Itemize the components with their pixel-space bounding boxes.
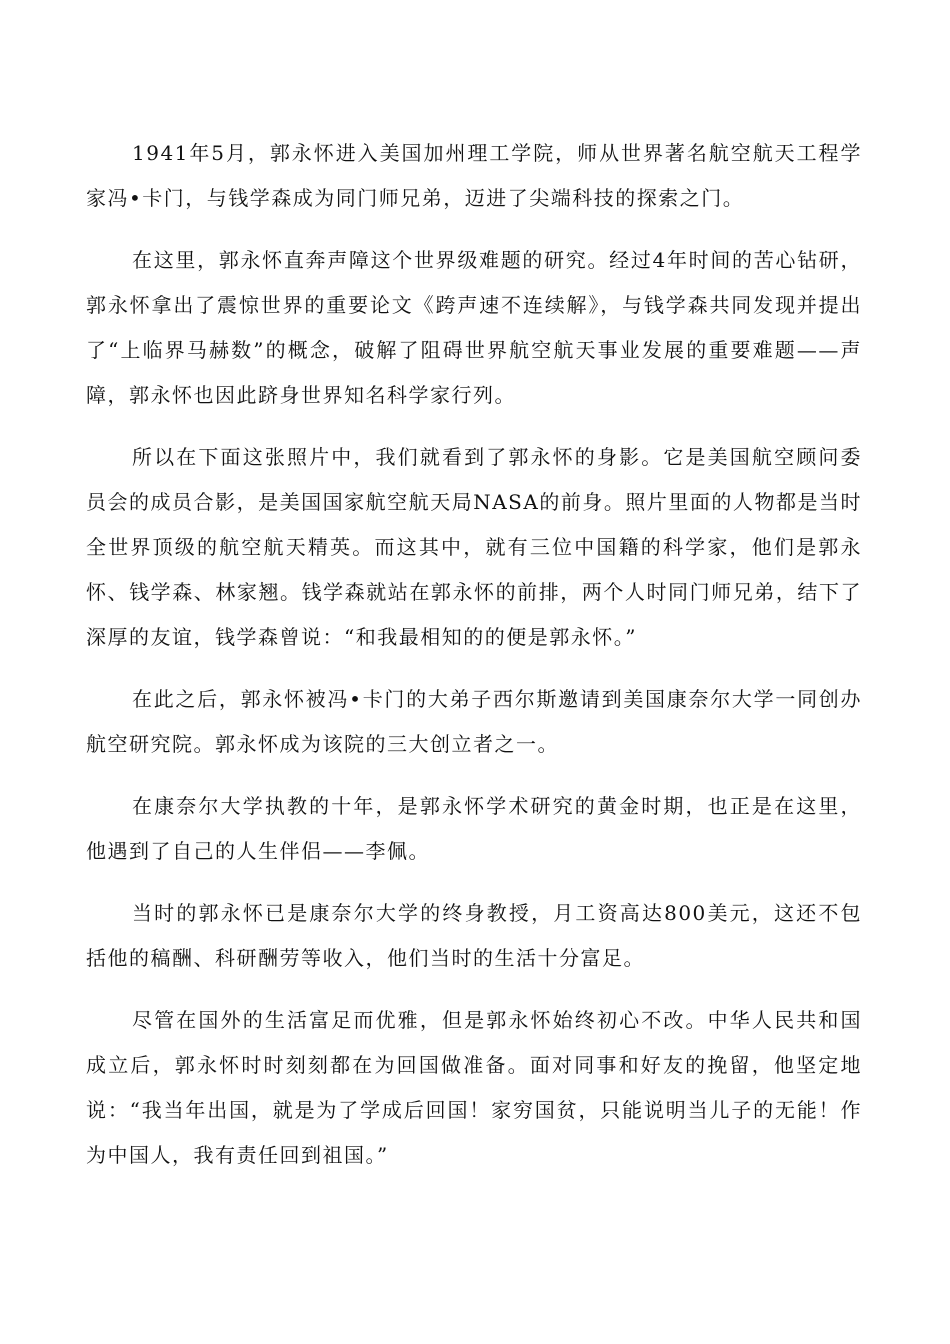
paragraph-6: 当时的郭永怀已是康奈尔大学的终身教授，月工资高达800美元，这还不包括他的稿酬、科研酬劳等收入，他们当时的生活十分富足。 xyxy=(86,901,862,970)
document-body xyxy=(86,131,862,1195)
paragraph-1: 1941年5月，郭永怀进入美国加州理工学院，师从世界著名航空航天工程学家冯•卡门，与钱学森成为同门师兄弟，迈进了尖端科技的探索之门。 xyxy=(86,141,862,210)
paragraph-5: 在康奈尔大学执教的十年，是郭永怀学术研究的黄金时期，也正是在这里，他遇到了自己的人生伴侣——李佩。 xyxy=(86,794,862,863)
paragraph-4: 在此之后，郭永怀被冯•卡门的大弟子西尔斯邀请到美国康奈尔大学一同创办航空研究院。郭永怀成为该院的三大创立者之一。 xyxy=(86,687,862,756)
paragraph-7: 尽管在国外的生活富足而优雅，但是郭永怀始终初心不改。中华人民共和国成立后，郭永怀时时刻刻都在为回国做准备。面对同事和好友的挽留，他坚定地说：“我当年出国，就是为了学成后回国！家穷国贫，只能说明当儿子的无能！作为中国人，我有责任回到祖国。” xyxy=(86,1008,862,1167)
paragraph-3: 所以在下面这张照片中，我们就看到了郭永怀的身影。它是美国航空顾问委员会的成员合影，是美国国家航空航天局NASA的前身。照片里面的人物都是当时全世界顶级的航空航天精英。而这其中，就有三位中国籍的科学家，他们是郭永怀、钱学森、林家翘。钱学森就站在郭永怀的前排，两个人时同门师兄弟，结下了深厚的友谊，钱学森曾说：“和我最相知的的便是郭永怀。” xyxy=(86,445,862,649)
paragraph-2: 在这里，郭永怀直奔声障这个世界级难题的研究。经过4年时间的苦心钻研，郭永怀拿出了震惊世界的重要论文《跨声速不连续解》，与钱学森共同发现并提出了“上临界马赫数”的概念，破解了阻碍世界航空航天事业发展的重要难题——声障，郭永怀也因此跻身世界知名科学家行列。 xyxy=(86,248,862,407)
